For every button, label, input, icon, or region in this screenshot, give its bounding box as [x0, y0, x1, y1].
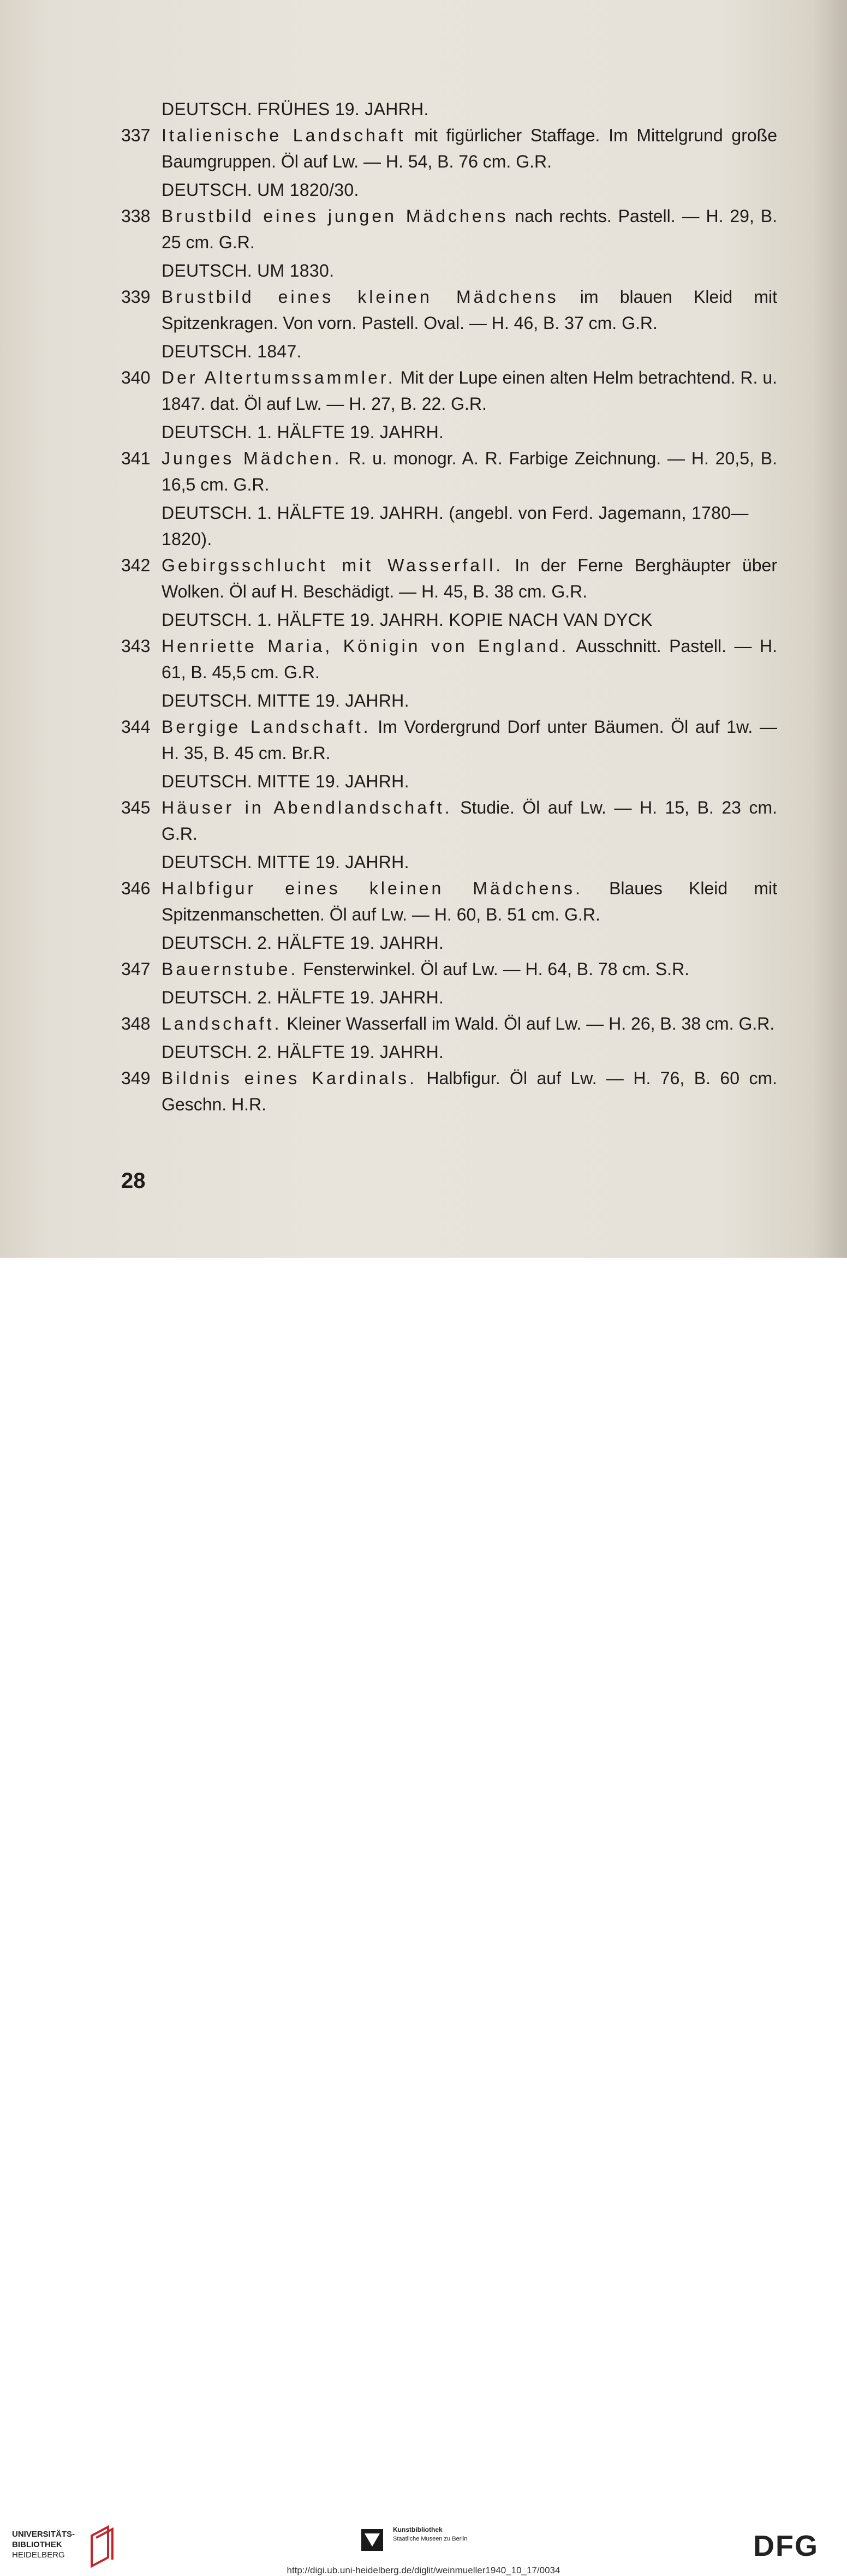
lot-number: 345	[121, 798, 151, 817]
entry-item	[121, 203, 777, 255]
catalog-entry	[121, 177, 777, 255]
lot-description	[162, 1065, 777, 1117]
entry-item	[121, 122, 777, 175]
catalog-entry	[121, 768, 777, 847]
library-logo-icon	[86, 2525, 117, 2568]
entry-heading: DEUTSCH. UM 1830.	[162, 261, 335, 280]
entry-item	[121, 364, 777, 417]
lot-number: 343	[121, 636, 151, 656]
entry-heading: DEUTSCH. MITTE 19. JAHRH.	[162, 772, 409, 791]
lot-title: Bildnis eines Kardinals.	[162, 1068, 417, 1088]
entry-item	[121, 794, 777, 847]
entry-item	[121, 1065, 777, 1117]
lot-details: Mit der Lupe einen alten Helm betrachtend. R. u. 1847. dat. Öl auf Lw. — H. 27, B. 22. G.R.	[162, 368, 777, 414]
entry-heading: DEUTSCH. MITTE 19. JAHRH.	[162, 852, 409, 872]
entry-heading: DEUTSCH. 2. HÄLFTE 19. JAHRH.	[162, 933, 444, 953]
lot-title: Bergige Landschaft.	[162, 717, 371, 737]
lot-details: Kleiner Wasserfall im Wald. Öl auf Lw. — H. 26, B. 38 cm. G.R.	[282, 1014, 775, 1033]
entry-heading: DEUTSCH. UM 1820/30.	[162, 180, 359, 200]
lot-details: Im Vordergrund Dorf unter Bäumen. Öl auf 1w. — H. 35, B. 45 cm. Br.R.	[162, 717, 778, 763]
lot-details: Blaues Kleid mit Spitzenmanschetten. Öl auf Lw. — H. 60, B. 51 cm. G.R.	[162, 878, 777, 924]
lot-number: 339	[121, 287, 151, 307]
lot-details: nach rechts. Pastell. — H. 29, B. 25 cm. G.R.	[162, 206, 778, 252]
lot-description	[162, 364, 777, 417]
lot-details: Ausschnitt. Pastell. — H. 61, B. 45,5 cm. G.R.	[162, 636, 778, 682]
entry-heading: DEUTSCH. 1. HÄLFTE 19. JAHRH. (angebl. von Ferd. Jagemann, 1780—1820).	[162, 503, 749, 549]
catalog-entry	[121, 688, 777, 766]
catalog-entry	[121, 96, 777, 175]
footer	[0, 1258, 847, 2575]
entry-item	[121, 552, 777, 605]
entry-item	[121, 633, 777, 685]
lot-description	[162, 284, 777, 336]
entry-item	[121, 714, 777, 766]
library-name-line2: BIBLIOTHEK	[12, 2540, 62, 2549]
lot-details: Fensterwinkel. Öl auf Lw. — H. 64, B. 78 cm. S.R.	[298, 959, 690, 979]
catalog-entry	[121, 930, 777, 982]
lot-title: Halbfigur eines kleinen Mädchens.	[162, 878, 583, 898]
lot-description	[162, 794, 777, 847]
lot-number: 337	[121, 125, 151, 145]
catalog-entry	[121, 419, 777, 498]
lot-number: 340	[121, 368, 151, 387]
lot-description	[162, 552, 777, 605]
kunstbibliothek-logo[interactable]	[393, 2525, 467, 2543]
entry-item	[121, 1011, 777, 1037]
entry-item	[121, 956, 777, 982]
kb-subtitle: Staatliche Museen zu Berlin	[393, 2536, 468, 2542]
library-name-line1: UNIVERSITÄTS-	[12, 2530, 75, 2539]
lot-details: Studie. Öl auf Lw. — H. 15, B. 23 cm. G.R.	[162, 798, 778, 844]
lot-number: 344	[121, 717, 151, 737]
entry-heading: DEUTSCH. 2. HÄLFTE 19. JAHRH.	[162, 988, 444, 1007]
source-url[interactable]: http://digi.ub.uni-heidelberg.de/diglit/weinmueller1940_10_17/0034	[287, 2565, 560, 2575]
lot-title: Der Altertumssammler.	[162, 368, 396, 387]
lot-title: Häuser in Abendlandschaft.	[162, 798, 452, 817]
lot-details: In der Ferne Berghäupter über Wolken. Öl auf H. Beschädigt. — H. 45, B. 38 cm. G.R.	[162, 555, 778, 601]
lot-title: Gebirgsschlucht mit Wasserfall.	[162, 555, 504, 575]
entry-heading: DEUTSCH. 1. HÄLFTE 19. JAHRH.	[162, 422, 444, 442]
lot-description	[162, 875, 777, 928]
lot-number: 338	[121, 206, 151, 226]
catalog-entry	[121, 849, 777, 928]
dfg-logo[interactable]: DFG	[753, 2530, 819, 2562]
page-number: 28	[121, 1169, 146, 1193]
entry-heading: DEUTSCH. FRÜHES 19. JAHRH.	[162, 99, 429, 119]
kb-name: Kunstbibliothek	[393, 2526, 443, 2533]
lot-description	[162, 956, 777, 982]
entry-item	[121, 284, 777, 336]
lot-details: mit figürlicher Staffage. Im Mittelgrund große Baumgruppen. Öl auf Lw. — H. 54, B. 76 cm. G.R.	[162, 125, 778, 171]
catalog-page	[0, 0, 847, 1258]
lot-title: Junges Mädchen.	[162, 449, 342, 468]
lot-description	[162, 122, 777, 175]
lot-number: 341	[121, 449, 151, 468]
lot-title: Brustbild eines kleinen Mädchens	[162, 287, 559, 307]
lot-details: Halbfigur. Öl auf Lw. — H. 76, B. 60 cm. Geschn. H.R.	[162, 1068, 778, 1114]
lot-description	[162, 445, 777, 498]
lot-title: Bauernstube.	[162, 959, 299, 979]
lot-description	[162, 203, 777, 255]
lot-number: 349	[121, 1068, 151, 1088]
entry-heading: DEUTSCH. 2. HÄLFTE 19. JAHRH.	[162, 1042, 444, 1062]
lot-title: Landschaft.	[162, 1014, 282, 1033]
catalog-entry	[121, 500, 777, 605]
entry-item	[121, 875, 777, 928]
catalog-entry	[121, 607, 777, 685]
entry-heading: DEUTSCH. 1. HÄLFTE 19. JAHRH. KOPIE NACH VAN DYCK	[162, 610, 653, 630]
catalog-entry	[121, 258, 777, 336]
lot-description	[162, 1011, 777, 1037]
lot-number: 347	[121, 959, 151, 979]
library-name-line3: HEIDELBERG	[12, 2550, 65, 2560]
lot-number: 342	[121, 555, 151, 575]
entry-heading: DEUTSCH. 1847.	[162, 342, 302, 361]
lot-number: 348	[121, 1014, 151, 1033]
entry-item	[121, 445, 777, 498]
lot-title: Brustbild eines jungen Mädchens	[162, 206, 509, 226]
lot-description	[162, 714, 777, 766]
catalog-entry	[121, 984, 777, 1037]
lot-title: Henriette Maria, Königin von England.	[162, 636, 569, 656]
kunstbibliothek-icon	[361, 2529, 383, 2551]
lot-details: im blauen Kleid mit Spitzenkragen. Von vorn. Pastell. Oval. — H. 46, B. 37 cm. G.R.	[162, 287, 778, 333]
catalog-entries	[121, 94, 777, 1119]
catalog-entry	[121, 338, 777, 417]
lot-number: 346	[121, 878, 151, 898]
catalog-entry	[121, 1039, 777, 1117]
entry-heading: DEUTSCH. MITTE 19. JAHRH.	[162, 691, 409, 710]
lot-description	[162, 633, 777, 685]
lot-title: Italienische Landschaft	[162, 125, 406, 145]
lot-details: R. u. monogr. A. R. Farbige Zeichnung. — H. 20,5, B. 16,5 cm. G.R.	[162, 449, 778, 494]
